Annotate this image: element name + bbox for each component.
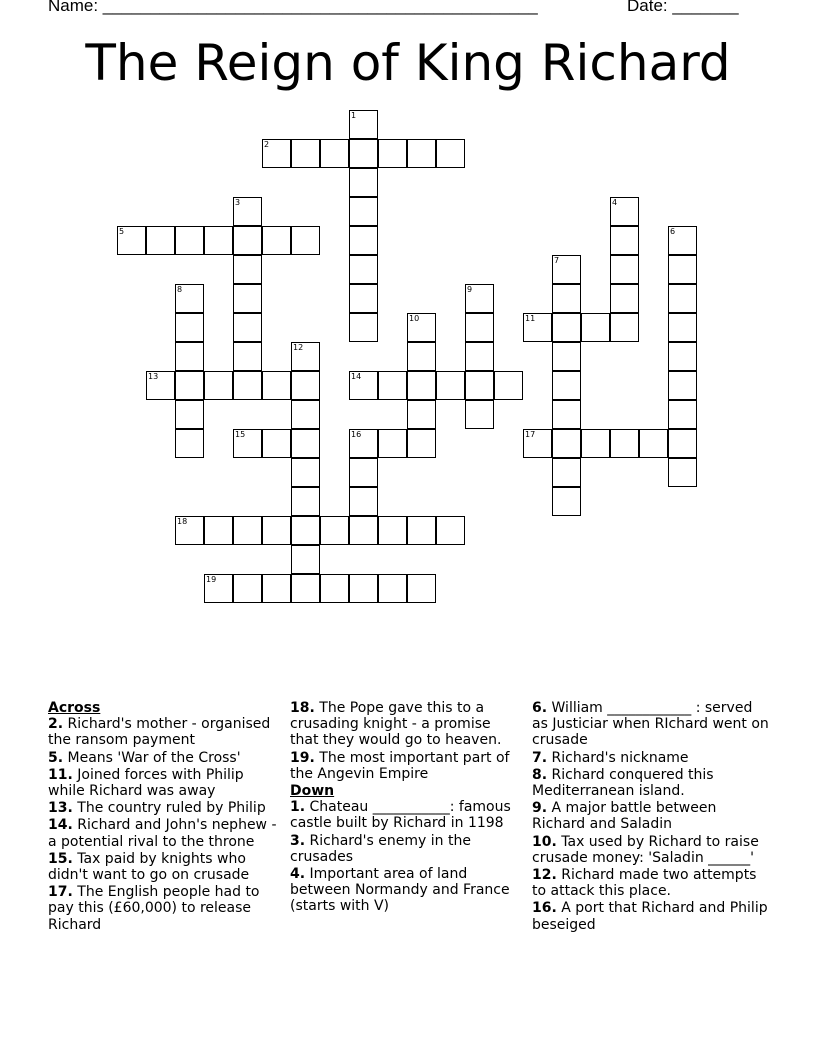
crossword-cell[interactable] [610, 255, 639, 284]
clue-number: 17. [48, 884, 73, 901]
clue-text: Richard conquered this Mediterranean island. [532, 766, 714, 800]
crossword-cell[interactable] [552, 458, 581, 487]
crossword-cell[interactable] [465, 342, 494, 371]
clue-text: Richard's enemy in the crusades [290, 832, 471, 865]
clue-text: Richard and John's nephew - a potential rival to the throne [48, 817, 277, 850]
crossword-cell[interactable] [668, 255, 697, 284]
clue-number: 9. [532, 800, 548, 817]
crossword-cell[interactable] [262, 371, 291, 400]
crossword-cell[interactable] [262, 139, 291, 168]
crossword-cell[interactable] [233, 371, 262, 400]
crossword-cell[interactable] [349, 371, 378, 400]
crossword-cell[interactable] [552, 487, 581, 516]
clue-text: The country ruled by Philip [72, 800, 266, 817]
clue-number: 12. [532, 867, 557, 884]
crossword-cell[interactable] [291, 226, 320, 255]
crossword-cell[interactable] [175, 371, 204, 400]
crossword-cell[interactable] [320, 574, 349, 603]
crossword-cell[interactable] [465, 400, 494, 429]
crossword-cell[interactable] [233, 197, 262, 226]
cell-number: 15 [235, 430, 246, 439]
clues-column-3 [532, 700, 772, 934]
clue-number: 10. [532, 833, 557, 850]
clue-down-12 [532, 867, 772, 899]
cell-number: 16 [351, 430, 362, 439]
crossword-cell[interactable] [320, 516, 349, 545]
crossword-cell[interactable] [146, 226, 175, 255]
crossword-cell[interactable] [552, 284, 581, 313]
crossword-cell[interactable] [378, 371, 407, 400]
crossword-cell[interactable] [349, 284, 378, 313]
crossword-cell[interactable] [233, 284, 262, 313]
clue-text: The Pope gave this to a crusading knight - a promise that they would go to heaven. [290, 700, 502, 749]
crossword-cell[interactable] [494, 371, 523, 400]
crossword-cell[interactable] [436, 516, 465, 545]
cell-number: 9 [467, 285, 473, 294]
crossword-cell[interactable] [262, 226, 291, 255]
crossword-cell[interactable] [668, 342, 697, 371]
crossword-cell[interactable] [581, 429, 610, 458]
crossword-cell[interactable] [668, 400, 697, 429]
clue-number: 8. [532, 766, 548, 783]
crossword-cell[interactable] [291, 487, 320, 516]
clue-down-9 [532, 800, 772, 832]
cell-number: 18 [177, 517, 188, 526]
clue-number: 1. [290, 799, 306, 816]
crossword-cell[interactable] [233, 226, 262, 255]
clue-text: Richard's nickname [547, 749, 689, 766]
clue-across-14 [48, 817, 280, 849]
clue-across-17 [48, 884, 280, 933]
down-heading: Down [290, 783, 335, 800]
clue-down-8 [532, 767, 772, 799]
crossword-cell[interactable] [349, 110, 378, 139]
crossword-cell[interactable] [291, 400, 320, 429]
cell-number: 3 [235, 198, 241, 207]
crossword-cell[interactable] [668, 284, 697, 313]
clue-text: Richard made two attempts to attack this place. [532, 867, 757, 900]
crossword-cell[interactable] [378, 574, 407, 603]
clue-across-18 [290, 700, 522, 749]
crossword-cell[interactable] [668, 458, 697, 487]
cell-number: 11 [525, 314, 536, 323]
clue-number: 6. [532, 700, 548, 716]
crossword-cell[interactable] [233, 313, 262, 342]
clue-down-10 [532, 834, 772, 866]
cell-number: 4 [612, 198, 618, 207]
crossword-cell[interactable] [175, 313, 204, 342]
cell-number: 19 [206, 575, 217, 584]
clue-text: Important area of land between Normandy and France (starts with V) [290, 866, 510, 915]
crossword-cell[interactable] [291, 458, 320, 487]
clue-number: 4. [290, 866, 306, 883]
crossword-cell[interactable] [262, 574, 291, 603]
crossword-cell[interactable] [407, 342, 436, 371]
crossword-cell[interactable] [552, 313, 581, 342]
crossword-cell[interactable] [291, 139, 320, 168]
clue-text: Tax used by Richard to raise crusade money: 'Saladin ______' [532, 833, 759, 866]
clue-across-19 [290, 750, 522, 782]
clues-column-1 [48, 700, 280, 934]
crossword-cell[interactable] [523, 313, 552, 342]
crossword-cell[interactable] [175, 284, 204, 313]
clue-number: 7. [532, 749, 548, 766]
crossword-cell[interactable] [610, 284, 639, 313]
clue-number: 18. [290, 700, 315, 716]
crossword-cell[interactable] [349, 226, 378, 255]
crossword-cell[interactable] [175, 516, 204, 545]
cell-number: 12 [293, 343, 304, 352]
crossword-cell[interactable] [610, 429, 639, 458]
clue-text: A port that Richard and Philip beseiged [532, 900, 768, 933]
crossword-cell[interactable] [349, 168, 378, 197]
crossword-cell[interactable] [552, 255, 581, 284]
crossword-cell[interactable] [349, 574, 378, 603]
crossword-cell[interactable] [581, 313, 610, 342]
clue-across-5 [48, 750, 280, 766]
crossword-cell[interactable] [407, 400, 436, 429]
cell-number: 17 [525, 430, 536, 439]
crossword-cell[interactable] [407, 371, 436, 400]
crossword-cell[interactable] [233, 516, 262, 545]
date-field-label: Date: _______ [627, 0, 739, 15]
crossword-cell[interactable] [349, 458, 378, 487]
crossword-cell[interactable] [349, 255, 378, 284]
crossword-cell[interactable] [291, 574, 320, 603]
crossword-cell[interactable] [175, 226, 204, 255]
crossword-cell[interactable] [668, 313, 697, 342]
crossword-cell[interactable] [204, 371, 233, 400]
crossword-cell[interactable] [262, 516, 291, 545]
clue-text: Richard's mother - organised the ransom payment [48, 716, 271, 749]
crossword-cell[interactable] [407, 139, 436, 168]
crossword-cell[interactable] [175, 342, 204, 371]
crossword-cell[interactable] [552, 400, 581, 429]
crossword-cell[interactable] [233, 574, 262, 603]
cell-number: 8 [177, 285, 183, 294]
clue-number: 3. [290, 832, 306, 849]
crossword-cell[interactable] [407, 313, 436, 342]
crossword-cell[interactable] [349, 139, 378, 168]
crossword-cell[interactable] [610, 313, 639, 342]
crossword-cell[interactable] [407, 574, 436, 603]
clue-down-3 [290, 833, 522, 865]
crossword-cell[interactable] [291, 429, 320, 458]
crossword-cell[interactable] [668, 371, 697, 400]
crossword-cell[interactable] [378, 429, 407, 458]
crossword-cell[interactable] [378, 139, 407, 168]
crossword-cell[interactable] [436, 139, 465, 168]
crossword-cell[interactable] [465, 313, 494, 342]
cell-number: 13 [148, 372, 159, 381]
crossword-cell[interactable] [320, 139, 349, 168]
crossword-cell[interactable] [610, 197, 639, 226]
crossword-cell[interactable] [349, 487, 378, 516]
crossword-cell[interactable] [552, 371, 581, 400]
crossword-cell[interactable] [349, 197, 378, 226]
crossword-cell[interactable] [175, 400, 204, 429]
clue-text: Joined forces with Philip while Richard was away [48, 766, 244, 800]
crossword-cell[interactable] [436, 371, 465, 400]
clue-text: The most important part of the Angevin Empire [290, 749, 510, 782]
clue-down-1 [290, 799, 522, 831]
crossword-cell[interactable] [378, 516, 407, 545]
clue-text: A major battle between Richard and Saladin [532, 800, 717, 833]
crossword-cell[interactable] [523, 429, 552, 458]
cell-number: 6 [670, 227, 676, 236]
clue-number: 19. [290, 749, 315, 766]
crossword-cell[interactable] [291, 342, 320, 371]
crossword-cell[interactable] [204, 516, 233, 545]
crossword-cell[interactable] [204, 226, 233, 255]
clue-number: 14. [48, 817, 73, 834]
across-heading: Across [48, 700, 101, 716]
clue-text: William ____________ : served as Justiciar when RIchard went on crusade [532, 700, 769, 749]
crossword-cell[interactable] [233, 255, 262, 284]
cell-number: 10 [409, 314, 420, 323]
crossword-cell[interactable] [465, 284, 494, 313]
crossword-cell[interactable] [349, 313, 378, 342]
clue-across-2 [48, 716, 280, 748]
crossword-cell[interactable] [291, 516, 320, 545]
crossword-cell[interactable] [233, 342, 262, 371]
cell-number: 1 [351, 111, 357, 120]
clue-down-16 [532, 900, 772, 932]
page-title: The Reign of King Richard [85, 34, 731, 92]
crossword-cell[interactable] [407, 429, 436, 458]
clue-text: Chateau ___________: famous castle built by Richard in 1198 [290, 799, 511, 832]
cell-number: 5 [119, 227, 125, 236]
crossword-cell[interactable] [291, 371, 320, 400]
clue-across-15 [48, 851, 280, 883]
clue-text: Means 'War of the Cross' [63, 749, 241, 766]
clue-down-6 [532, 700, 772, 749]
crossword-cell[interactable] [349, 516, 378, 545]
clue-text: Tax paid by knights who didn't want to go on crusade [48, 850, 250, 884]
crossword-cell[interactable] [552, 429, 581, 458]
crossword-cell[interactable] [668, 226, 697, 255]
crossword-cell[interactable] [262, 429, 291, 458]
crossword-cell[interactable] [204, 574, 233, 603]
clue-number: 13. [48, 800, 73, 817]
crossword-cell[interactable] [291, 545, 320, 574]
clue-across-11 [48, 767, 280, 799]
clue-number: 16. [532, 900, 557, 917]
cell-number: 7 [554, 256, 560, 265]
clue-down-4 [290, 866, 522, 915]
clue-down-7 [532, 750, 772, 766]
crossword-cell[interactable] [117, 226, 146, 255]
clue-text: The English people had to pay this (£60,000) to release Richard [48, 884, 260, 933]
crossword-cell[interactable] [552, 342, 581, 371]
crossword-cell[interactable] [233, 429, 262, 458]
clue-number: 11. [48, 766, 73, 783]
crossword-cell[interactable] [349, 429, 378, 458]
clue-number: 15. [48, 850, 73, 867]
cell-number: 14 [351, 372, 362, 381]
crossword-cell[interactable] [668, 429, 697, 458]
crossword-cell[interactable] [146, 371, 175, 400]
crossword-cell[interactable] [465, 371, 494, 400]
crossword-cell[interactable] [175, 429, 204, 458]
name-field-label: Name: ______________________________________________ [48, 0, 538, 15]
crossword-cell[interactable] [610, 226, 639, 255]
clue-number: 5. [48, 749, 64, 766]
crossword-cell[interactable] [407, 516, 436, 545]
clue-across-13 [48, 800, 280, 816]
clues-column-2 [290, 700, 522, 916]
cell-number: 2 [264, 140, 270, 149]
clue-number: 2. [48, 716, 64, 733]
crossword-cell[interactable] [639, 429, 668, 458]
